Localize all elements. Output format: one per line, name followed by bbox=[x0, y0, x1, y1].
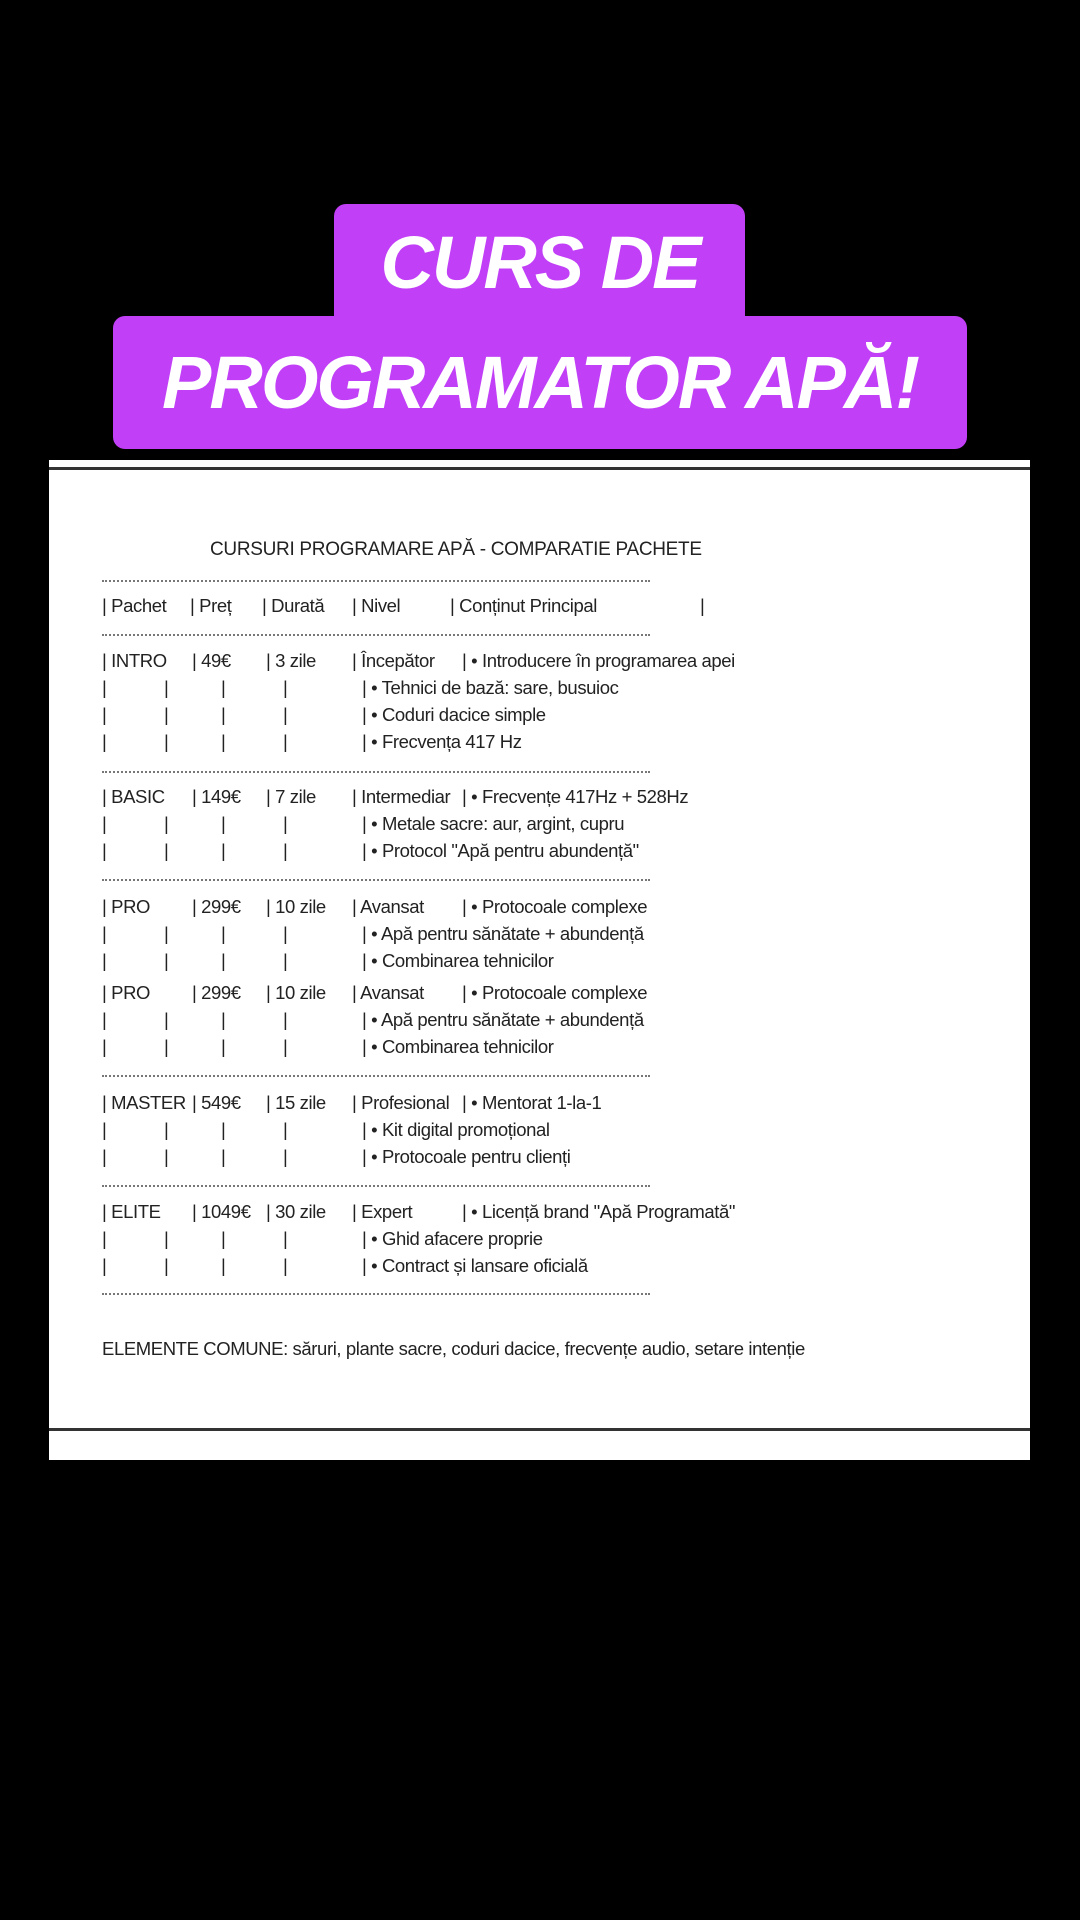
header-cell: | Nivel bbox=[352, 595, 401, 616]
dashed-separator bbox=[102, 879, 650, 881]
column-divider: | bbox=[221, 704, 226, 725]
column-divider: | bbox=[164, 950, 169, 971]
common-elements-note: ELEMENTE COMUNE: săruri, plante sacre, coduri dacice, frecvențe audio, setare intenție bbox=[102, 1338, 805, 1359]
package-duration: | 7 zile bbox=[266, 786, 316, 807]
column-divider: | bbox=[221, 731, 226, 752]
package-level: | Profesional bbox=[352, 1092, 450, 1113]
column-divider: | bbox=[283, 1119, 288, 1140]
package-content-item: | • Frecvențe 417Hz + 528Hz bbox=[462, 786, 689, 807]
column-divider: | bbox=[221, 1036, 226, 1057]
column-divider: | bbox=[164, 813, 169, 834]
column-divider: | bbox=[283, 704, 288, 725]
package-content-item: | • Combinarea tehnicilor bbox=[362, 1036, 554, 1057]
column-divider: | bbox=[164, 704, 169, 725]
column-divider: | bbox=[164, 731, 169, 752]
header-cell: | Durată bbox=[262, 595, 325, 616]
column-divider: | bbox=[221, 1119, 226, 1140]
package-content-item: | • Contract și lansare oficială bbox=[362, 1255, 588, 1276]
package-content-item: | • Protocol "Apă pentru abundență" bbox=[362, 840, 639, 861]
package-price: | 549€ bbox=[192, 1092, 241, 1113]
column-divider: | bbox=[283, 840, 288, 861]
package-content-item: | • Mentorat 1-la-1 bbox=[462, 1092, 602, 1113]
column-divider: | bbox=[102, 677, 107, 698]
package-price: | 299€ bbox=[192, 896, 241, 917]
package-content-item: | • Coduri dacice simple bbox=[362, 704, 546, 725]
column-divider: | bbox=[102, 1036, 107, 1057]
package-name: | MASTER bbox=[102, 1092, 186, 1113]
column-divider: | bbox=[102, 950, 107, 971]
package-price: | 149€ bbox=[192, 786, 241, 807]
column-divider: | bbox=[221, 840, 226, 861]
package-content-item: | • Combinarea tehnicilor bbox=[362, 950, 554, 971]
column-divider: | bbox=[283, 1146, 288, 1167]
package-price: | 49€ bbox=[192, 650, 231, 671]
column-divider: | bbox=[283, 1228, 288, 1249]
package-content-item: | • Licență brand "Apă Programată" bbox=[462, 1201, 736, 1222]
column-divider: | bbox=[221, 1255, 226, 1276]
column-divider: | bbox=[102, 923, 107, 944]
package-content-item: | • Kit digital promoțional bbox=[362, 1119, 550, 1140]
title-line-2: PROGRAMATOR APĂ! bbox=[162, 341, 918, 424]
column-divider: | bbox=[221, 1009, 226, 1030]
column-divider: | bbox=[102, 1009, 107, 1030]
column-divider: | bbox=[283, 950, 288, 971]
title-line-1: CURS DE bbox=[380, 221, 700, 304]
column-divider: | bbox=[164, 1146, 169, 1167]
column-divider: | bbox=[102, 731, 107, 752]
package-level: | Avansat bbox=[352, 896, 424, 917]
document-title: CURSURI PROGRAMARE APĂ - COMPARATIE PACHETE bbox=[210, 539, 702, 560]
package-duration: | 10 zile bbox=[266, 896, 326, 917]
header-cell: | bbox=[700, 595, 705, 616]
package-duration: | 30 zile bbox=[266, 1201, 326, 1222]
header-cell: | Conținut Principal bbox=[450, 595, 597, 616]
package-content-item: | • Protocoale complexe bbox=[462, 982, 648, 1003]
column-divider: | bbox=[221, 813, 226, 834]
package-name: | ELITE bbox=[102, 1201, 161, 1222]
column-divider: | bbox=[164, 923, 169, 944]
bottom-rule bbox=[49, 1428, 1030, 1431]
column-divider: | bbox=[283, 731, 288, 752]
header-cell: | Preț bbox=[190, 595, 232, 616]
package-name: | INTRO bbox=[102, 650, 167, 671]
column-divider: | bbox=[283, 1255, 288, 1276]
column-divider: | bbox=[283, 923, 288, 944]
column-divider: | bbox=[102, 1255, 107, 1276]
package-content-item: | • Ghid afacere proprie bbox=[362, 1228, 543, 1249]
package-content-item: | • Protocoale pentru clienți bbox=[362, 1146, 571, 1167]
column-divider: | bbox=[164, 1036, 169, 1057]
column-divider: | bbox=[102, 1119, 107, 1140]
column-divider: | bbox=[221, 950, 226, 971]
column-divider: | bbox=[102, 840, 107, 861]
column-divider: | bbox=[164, 1119, 169, 1140]
column-divider: | bbox=[221, 923, 226, 944]
package-content-item: | • Metale sacre: aur, argint, cupru bbox=[362, 813, 625, 834]
top-rule bbox=[49, 467, 1030, 470]
column-divider: | bbox=[283, 1036, 288, 1057]
dashed-separator bbox=[102, 634, 650, 636]
package-level: | Expert bbox=[352, 1201, 413, 1222]
package-level: | Avansat bbox=[352, 982, 424, 1003]
package-price: | 1049€ bbox=[192, 1201, 251, 1222]
column-divider: | bbox=[102, 813, 107, 834]
package-name: | PRO bbox=[102, 982, 151, 1003]
package-content-item: | • Apă pentru sănătate + abundență bbox=[362, 923, 644, 944]
package-name: | BASIC bbox=[102, 786, 165, 807]
column-divider: | bbox=[164, 1009, 169, 1030]
column-divider: | bbox=[283, 677, 288, 698]
package-name: | PRO bbox=[102, 896, 151, 917]
header-cell: | Pachet bbox=[102, 595, 167, 616]
package-content-item: | • Tehnici de bază: sare, busuioc bbox=[362, 677, 619, 698]
dashed-separator bbox=[102, 1075, 650, 1077]
package-content-item: | • Protocoale complexe bbox=[462, 896, 648, 917]
column-divider: | bbox=[221, 1228, 226, 1249]
column-divider: | bbox=[164, 1228, 169, 1249]
column-divider: | bbox=[164, 1255, 169, 1276]
package-duration: | 3 zile bbox=[266, 650, 316, 671]
package-content-item: | • Introducere în programarea apei bbox=[462, 650, 735, 671]
package-price: | 299€ bbox=[192, 982, 241, 1003]
column-divider: | bbox=[102, 1228, 107, 1249]
column-divider: | bbox=[164, 677, 169, 698]
dashed-separator bbox=[102, 771, 650, 773]
dashed-separator bbox=[102, 1185, 650, 1187]
column-divider: | bbox=[221, 1146, 226, 1167]
column-divider: | bbox=[283, 1009, 288, 1030]
column-divider: | bbox=[102, 1146, 107, 1167]
dashed-separator bbox=[102, 580, 650, 582]
package-duration: | 10 zile bbox=[266, 982, 326, 1003]
column-divider: | bbox=[221, 677, 226, 698]
column-divider: | bbox=[102, 704, 107, 725]
package-duration: | 15 zile bbox=[266, 1092, 326, 1113]
column-divider: | bbox=[164, 840, 169, 861]
package-level: | Intermediar bbox=[352, 786, 451, 807]
dashed-separator bbox=[102, 1293, 650, 1295]
package-content-item: | • Apă pentru sănătate + abundență bbox=[362, 1009, 644, 1030]
package-content-item: | • Frecvența 417 Hz bbox=[362, 731, 522, 752]
package-level: | Începător bbox=[352, 650, 435, 671]
column-divider: | bbox=[283, 813, 288, 834]
